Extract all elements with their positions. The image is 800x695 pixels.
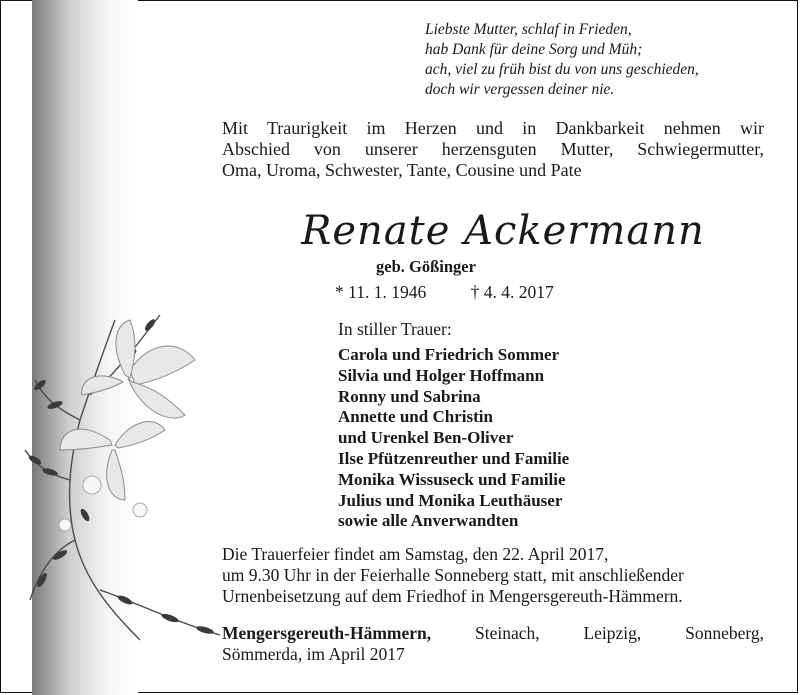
service-info	[222, 544, 764, 607]
service-line: Urnenbeisetzung auf dem Friedhof in Mengersgereuth-Hämmern.	[222, 586, 683, 606]
intro-text	[222, 118, 764, 181]
mourner-item: Ronny und Sabrina	[338, 386, 481, 406]
poem-verse	[425, 20, 785, 100]
footer-place: Sonneberg,	[685, 623, 764, 643]
intro-line: Abschied von unserer herzensguten Mutter, Schwiegermutter,	[222, 139, 764, 159]
maiden-name: geb. Gößinger	[376, 257, 476, 276]
footer-line-2: Sömmerda, im April 2017	[222, 644, 405, 664]
death-date: † 4. 4. 2017	[470, 282, 554, 302]
mourner-item: Carola und Friedrich Sommer	[338, 345, 560, 364]
lily-flower-image	[20, 300, 235, 660]
mourner-item: und Urenkel Ben-Oliver	[338, 428, 514, 448]
service-line: Die Trauerfeier findet am Samstag, den 22. April 2017,	[222, 544, 609, 564]
mourner-item: sowie alle Anverwandten	[338, 511, 519, 531]
footer-place: Steinach,	[474, 623, 540, 643]
deceased-name: Renate Ackermann	[301, 208, 705, 254]
mourner-item: Silvia und Holger Hoffmann	[338, 365, 545, 385]
mourners-label: In stiller Trauer:	[338, 319, 452, 339]
mourners-list	[338, 345, 569, 532]
mourner-item: Monika Wissuseck und Familie	[338, 469, 566, 489]
intro-line: Mit Traurigkeit im Herzen und in Dankbarkeit nehmen wir	[222, 118, 764, 138]
mourner-item: Annette und Christin	[338, 407, 493, 427]
intro-line: Oma, Uroma, Schwester, Tante, Cousine und Pate	[222, 160, 582, 180]
poem-line: hab Dank für deine Sorg und Müh;	[425, 41, 643, 58]
footer-places	[222, 623, 764, 665]
poem-line: doch wir vergessen deiner nie.	[425, 81, 615, 98]
poem-line: Liebste Mutter, schlaf in Frieden,	[425, 21, 632, 38]
footer-place: Leipzig,	[583, 623, 642, 643]
service-line: um 9.30 Uhr in der Feierhalle Sonneberg statt, mit anschließender	[222, 565, 684, 585]
footer-line-1	[222, 623, 764, 644]
life-dates	[335, 282, 554, 303]
mourner-item: Julius und Monika Leuthäuser	[338, 490, 563, 510]
poem-line: ach, viel zu früh bist du von uns geschieden,	[425, 61, 699, 78]
mourner-item: Ilse Pfützenreuther und Familie	[338, 448, 570, 468]
birth-date: * 11. 1. 1946	[335, 282, 427, 302]
footer-place-main: Mengersgereuth-Hämmern,	[222, 623, 432, 643]
